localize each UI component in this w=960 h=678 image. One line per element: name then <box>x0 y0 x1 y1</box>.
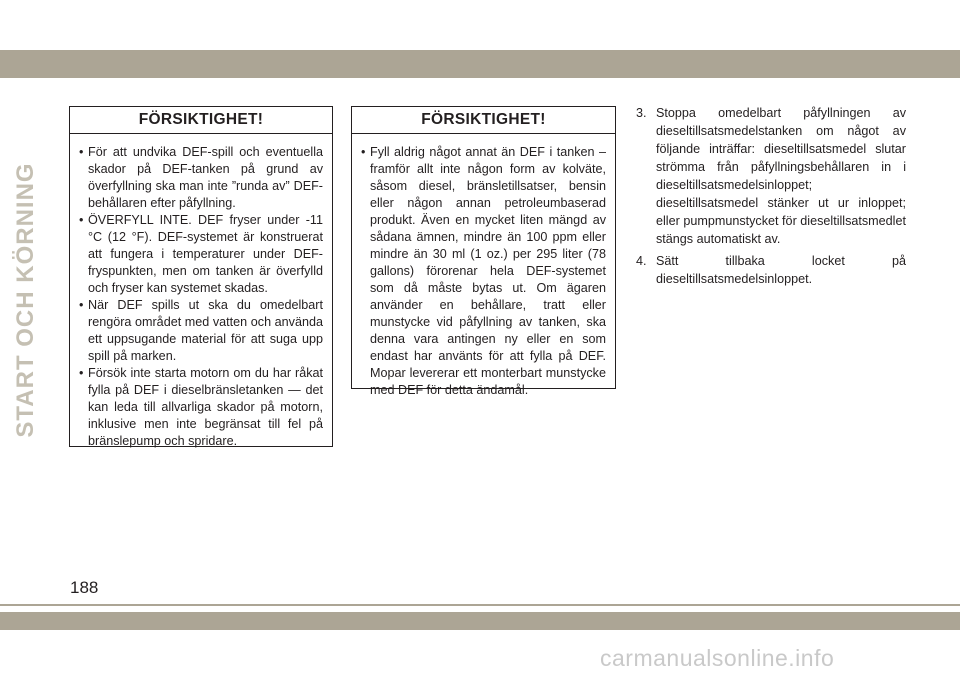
instruction-step <box>636 252 906 288</box>
footer-rule <box>0 604 960 606</box>
watermark-text: carmanualsonline.info <box>600 645 835 671</box>
caution-item-text: När DEF spills ut ska du omedelbart rengöra området med vatten och använda ett uppsugande material för att suga upp spill på marken. <box>88 298 323 363</box>
caution-box-1 <box>69 106 333 447</box>
bullet-icon: • <box>79 145 84 159</box>
section-side-title-text: START OCH KÖRNING <box>12 162 39 438</box>
caution-item-text: Försök inte starta motorn om du har råkat fylla på DEF i dieselbränsletanken — det kan leda till allvarliga skador på motorn, inklusive men inte begränsat till fel på bränslepump och spridare. <box>88 366 323 448</box>
caution-item <box>79 297 323 365</box>
footer-band <box>0 612 960 630</box>
instruction-step <box>636 104 906 248</box>
page-number: 188 <box>70 578 99 597</box>
caution-box-2 <box>351 106 616 397</box>
bullet-icon: • <box>79 298 84 312</box>
bullet-icon: • <box>79 366 84 380</box>
caution-list <box>70 134 332 450</box>
caution-item <box>361 144 606 399</box>
caution-item <box>79 144 323 212</box>
caution-item <box>79 212 323 297</box>
bullet-icon: • <box>361 145 366 159</box>
step-text: Sätt tillbaka locket på dieseltillsatsmedelsinloppet. <box>656 254 906 286</box>
bullet-icon: • <box>79 213 84 227</box>
caution-heading: FÖRSIKTIGHET! <box>70 107 332 134</box>
step-number: 3. <box>636 106 647 120</box>
caution-item-text: ÖVERFYLL INTE. DEF fryser under -11 °C (12 °F). DEF-systemet är konstruerat att fungera i temperaturer under DEF-fryspunkten, men om tanken är överfylld och fryser kan systemet skadas. <box>88 213 323 295</box>
step-text: Stoppa omedelbart påfyllningen av dieseltillsatsmedelstanken om något av följande inträffar: dieseltillsatsmedel slutar strömma från påfyllningsbehållaren in i dieseltillsatsmedelsinloppet; dieseltillsatsmedel stänker ut ur inloppet; eller pumpmunstycket för dieseltillsatsmedlet stängs automatiskt av. <box>656 106 906 246</box>
caution-item-text: För att undvika DEF-spill och eventuella skador på DEF-tanken på grund av överfyllning ska man inte ”runda av” DEF-behållaren efter påfyllning. <box>88 145 323 210</box>
caution-item-text: Fyll aldrig något annat än DEF i tanken – framför allt inte någon form av kolväte, såsom diesel, bränsletillsatser, bensin eller någon annan petroleumbaserad produkt. Även en mycket liten mängd av sådana ämnen, mindre än 100 ppm eller mindre än 30 ml (1 oz.) per 295 liter (78 gallons) förorenar hela DEF-systemet som då måste bytas ut. Om ägaren använder en behållare, tratt eller munstycke vid påfyllning av tanken, ska denna vara antingen ny eller en som endast har använts för att fylla på DEF. Mopar levererar ett monterbart munstycke med DEF för detta ändamål. <box>370 145 606 397</box>
caution-heading: FÖRSIKTIGHET! <box>352 107 615 134</box>
caution-item <box>79 365 323 450</box>
step-number: 4. <box>636 254 647 268</box>
caution-list <box>352 134 615 399</box>
instruction-steps <box>636 104 906 292</box>
header-band <box>0 50 960 78</box>
